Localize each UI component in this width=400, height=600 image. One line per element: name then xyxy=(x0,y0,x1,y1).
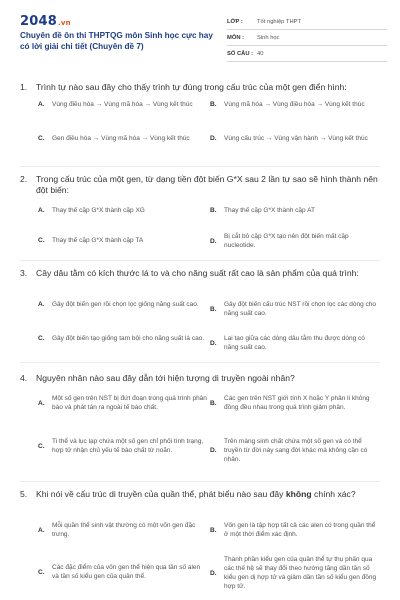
option-letter: C. xyxy=(38,568,45,576)
question-divider xyxy=(20,481,380,482)
option-a[interactable] xyxy=(38,206,208,215)
meta-key: LỚP : xyxy=(227,18,243,25)
option-text: Thay thế cặp G*X thành cặp AT xyxy=(224,207,315,214)
option-a[interactable] xyxy=(38,521,208,539)
option-b[interactable] xyxy=(210,300,378,318)
question-emphasis: không xyxy=(285,489,312,499)
option-d[interactable] xyxy=(210,134,378,143)
option-letter: A. xyxy=(38,526,45,534)
option-text: Vùng mã hóa → Vùng điều hòa → Vùng kết thúc xyxy=(224,101,365,108)
option-text: Gen điều hòa → Vùng mã hóa → Vùng kết thúc xyxy=(52,135,190,142)
question-text-after: chính xác? xyxy=(311,489,356,499)
meta-value: Tốt nghiệp THPT xyxy=(257,18,302,25)
question-4 xyxy=(20,373,380,463)
option-d[interactable] xyxy=(210,555,378,591)
option-b[interactable] xyxy=(210,394,378,412)
question-text xyxy=(36,489,380,500)
option-text: Thay thế cặp G*X thành cặp TA xyxy=(52,237,144,244)
option-c[interactable] xyxy=(38,563,208,581)
question-2 xyxy=(20,174,380,249)
option-b[interactable] xyxy=(210,206,378,215)
document-meta xyxy=(227,14,387,62)
question-1 xyxy=(20,82,380,142)
option-letter: C. xyxy=(38,135,45,142)
question-divider xyxy=(20,260,380,261)
option-letter: D. xyxy=(210,237,217,245)
option-letter: A. xyxy=(38,207,45,214)
option-letter: D. xyxy=(210,447,217,454)
option-a[interactable] xyxy=(38,394,208,412)
option-letter: A. xyxy=(38,399,45,407)
question-text: Trình tự nào sau đây cho thấy trình tự đúng trong cấu trúc của một gen điển hình: xyxy=(36,82,347,92)
option-text: Trên màng sinh chất chứa một số gen và có thể truyền từ đời này sang đời khác mà không cần có nhân. xyxy=(224,438,368,463)
option-letter: A. xyxy=(38,101,45,108)
option-text: Vốn gen là tập hợp tất cả các alen có trong quần thể ở một thời điểm xác định. xyxy=(224,522,376,538)
option-text: Một số gen trên NST bị đứt đoạn trong quá trình phân bào và phát tán ra ngoài tế bào chất. xyxy=(52,395,207,411)
question-number: 4. xyxy=(20,373,28,383)
option-a[interactable] xyxy=(38,100,208,109)
question-stem xyxy=(20,82,380,93)
option-text: Thay thế cặp G*X thành cặp XG xyxy=(52,207,145,214)
option-text: Bị cắt bỏ cặp G*X tạo nên đột biến mất cặp nucleotide. xyxy=(224,233,349,249)
option-letter: D. xyxy=(210,339,217,347)
meta-key: MÔN : xyxy=(227,34,245,41)
option-text: Ti thể và lục lạp chứa một số gen chỉ phối tính trạng, hợp tử nhận chủ yếu tế bào chất từ noãn. xyxy=(52,438,204,454)
question-text: Cây dâu tằm có kích thước lá to và cho năng suất rất cao là sản phẩm của quá trình: xyxy=(36,268,359,278)
option-text: Gây đột biến cấu trúc NST rồi chọn lọc các dòng cho năng suất cao. xyxy=(224,301,376,317)
option-letter: B. xyxy=(210,305,217,313)
option-text: Vùng điều hòa → Vùng mã hóa → Vùng kết thúc xyxy=(52,101,193,108)
option-d[interactable] xyxy=(210,232,378,250)
question-stem xyxy=(20,489,380,500)
option-text: Thành phần kiểu gen của quần thể tự thụ phấn qua các thế hệ sẽ thay đổi theo hướng tăng dần tần số kiểu gen dị hợp tử và giảm dần tần số kiểu gen đồng hợp tử. xyxy=(224,556,377,590)
option-text: Gây đột biến tạo giống tam bội cho năng suất lá cao. xyxy=(52,335,205,342)
meta-value: Sinh học xyxy=(257,34,280,41)
question-stem xyxy=(20,373,380,384)
option-letter: D. xyxy=(210,569,217,577)
option-letter: D. xyxy=(210,135,217,142)
site-logo[interactable] xyxy=(20,14,71,29)
option-letter: C. xyxy=(38,442,45,450)
option-text: Các gen trên NST giới tính X hoặc Y phân li không đồng đều nhau trong quá trình giảm phân. xyxy=(224,395,370,411)
option-c[interactable] xyxy=(38,236,208,245)
option-text: Gây đột biến gen rồi chọn lọc giống năng suất cao. xyxy=(52,301,199,308)
option-text: Vùng cấu trúc → Vùng vận hành → Vùng kết thúc xyxy=(224,135,368,142)
meta-row-class xyxy=(227,14,387,30)
meta-row-count xyxy=(227,46,387,62)
question-5 xyxy=(20,489,380,590)
question-number: 1. xyxy=(20,82,28,92)
option-b[interactable] xyxy=(210,100,378,109)
option-text: Các đặc điểm của vốn gen thể hiện qua tần số alen và tần số kiểu gen của quần thể. xyxy=(52,564,201,580)
option-c[interactable] xyxy=(38,334,208,343)
option-a[interactable] xyxy=(38,300,208,309)
question-text: Trong cấu trúc của một gen, từ dạng tiền đột biến G*X sau 2 lần tự sao sẽ hình thành nên đột biến: xyxy=(36,174,378,195)
logo-main: 2048 xyxy=(20,14,57,29)
question-3 xyxy=(20,268,380,351)
option-letter: B. xyxy=(210,526,217,534)
option-letter: B. xyxy=(210,207,217,214)
option-letter: A. xyxy=(38,301,45,308)
question-stem xyxy=(20,174,380,196)
option-letter: B. xyxy=(210,399,217,407)
option-letter: C. xyxy=(38,335,45,342)
option-text: Mỗi quần thể sinh vật thường có một vốn gen đặc trưng. xyxy=(52,522,196,538)
option-c[interactable] xyxy=(38,437,208,455)
question-text: Nguyên nhân nào sau đây dẫn tới hiện tượng di truyền ngoài nhân? xyxy=(36,373,295,383)
logo-tld: .vn xyxy=(57,19,71,27)
option-d[interactable] xyxy=(210,437,378,464)
option-b[interactable] xyxy=(210,521,378,539)
option-letter: C. xyxy=(38,237,45,244)
question-divider xyxy=(20,362,380,363)
option-letter: B. xyxy=(210,101,217,108)
meta-value: 40 xyxy=(257,50,264,57)
question-text-before: Khi nói về cấu trúc di truyền của quần thể, phát biểu nào sau đây xyxy=(36,489,286,499)
option-c[interactable] xyxy=(38,134,208,143)
question-number: 5. xyxy=(20,489,28,499)
option-d[interactable] xyxy=(210,334,378,352)
question-number: 2. xyxy=(20,174,28,184)
document-header xyxy=(0,0,400,62)
document-title: Chuyên đề ôn thi THPTQG môn Sinh học cực hay có lời giải chi tiết (Chuyên đề 7) xyxy=(20,31,213,51)
question-number: 3. xyxy=(20,268,28,278)
meta-row-subject xyxy=(227,30,387,46)
option-text: Lai tạo giữa các dòng dâu tằm thu được dòng có năng suất cao. xyxy=(224,335,365,351)
question-divider xyxy=(20,166,380,167)
meta-key: SỐ CÂU : xyxy=(227,50,254,57)
question-stem xyxy=(20,268,380,279)
